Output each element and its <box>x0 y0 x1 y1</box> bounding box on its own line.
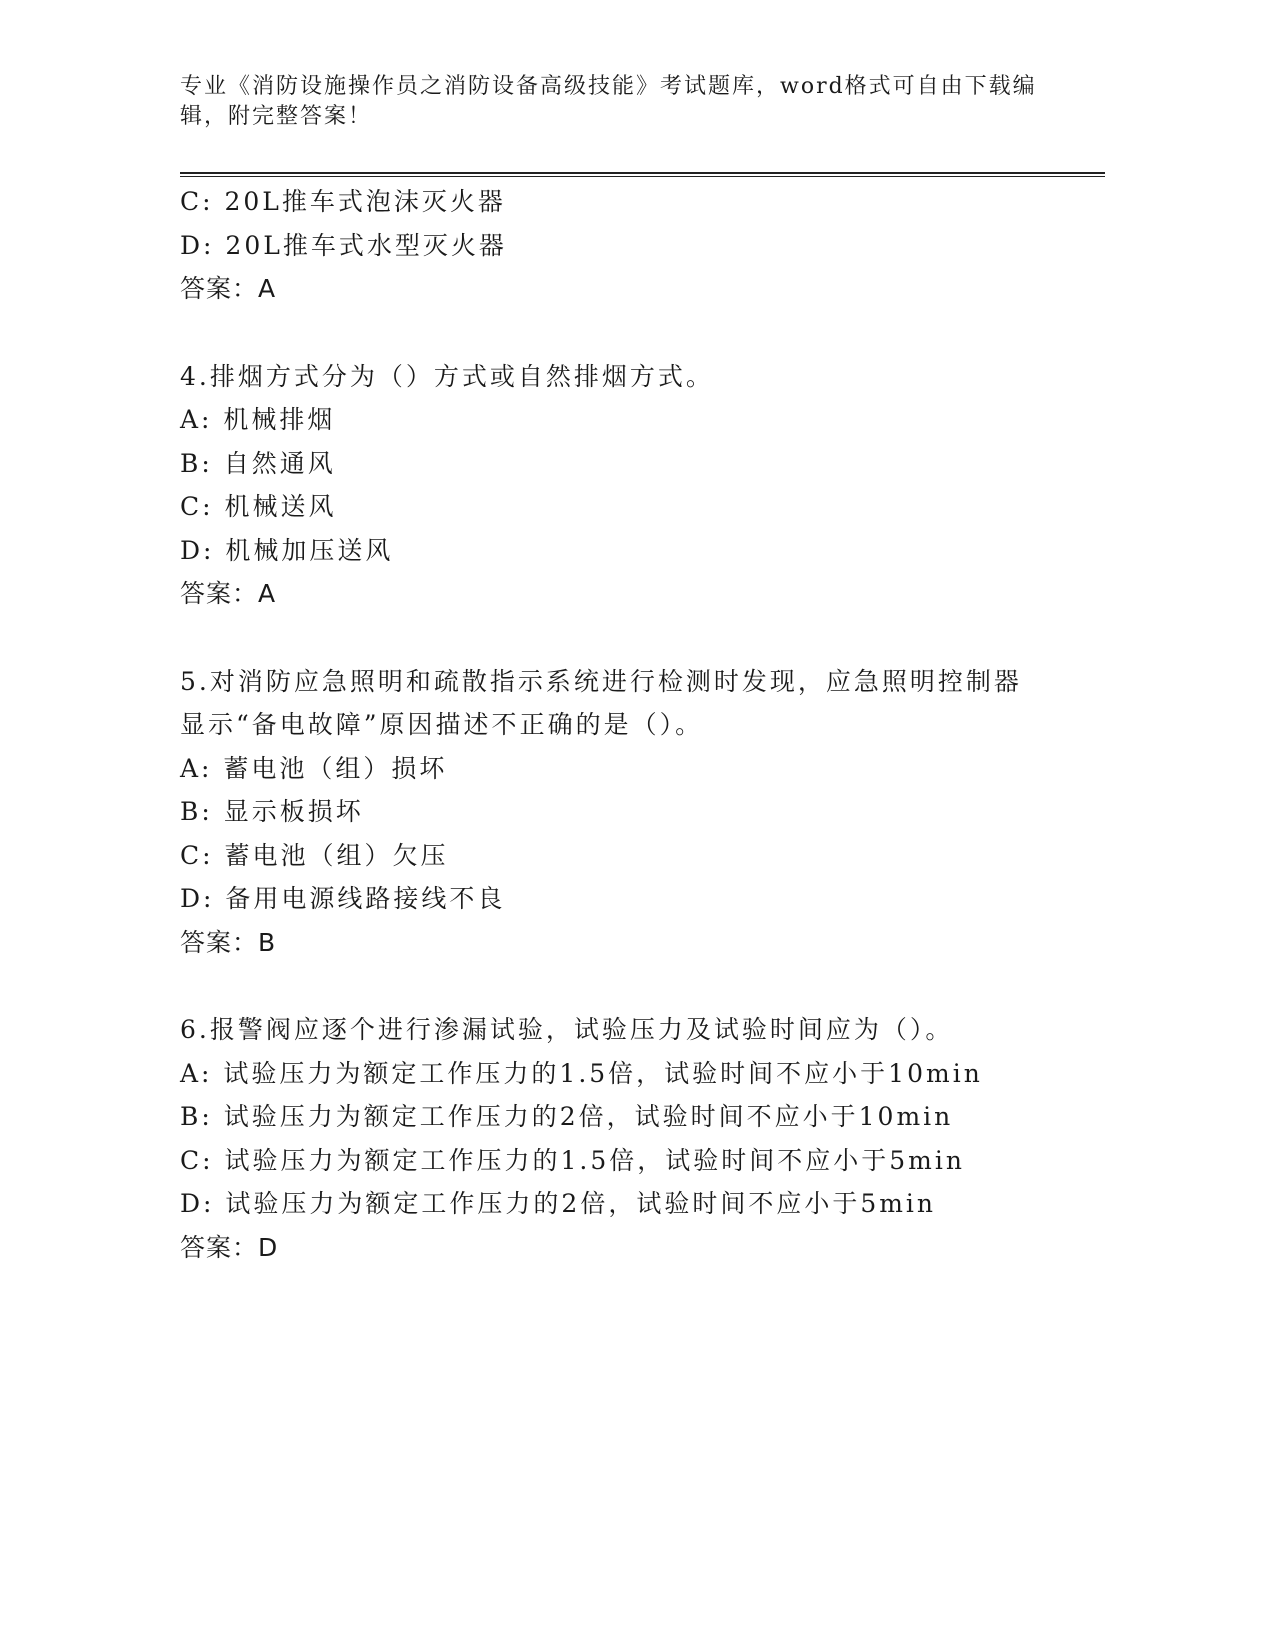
question-stem-line-2: 显示“备电故障”原因描述不正确的是（）。 <box>180 710 704 739</box>
option-c: C: 蓄电池（组）欠压 <box>180 840 449 870</box>
answer: 答案：B <box>180 927 277 957</box>
document-header: 专业《消防设施操作员之消防设备高级技能》考试题库，word格式可自由下载编辑，附完整答案！ <box>180 74 1037 129</box>
question-list <box>180 180 1105 1269</box>
header-divider-thick <box>180 172 1105 174</box>
option-c: C: 机械送风 <box>180 492 337 521</box>
question-6 <box>180 1008 1105 1269</box>
option-c: C: 20L推车式泡沫灭火器 <box>180 187 506 216</box>
option-b: B: 显示板损坏 <box>180 797 364 826</box>
option-a: A: 试验压力为额定工作压力的1.5倍，试验时间不应小于10min <box>180 1058 983 1088</box>
answer: 答案：D <box>180 1232 279 1262</box>
answer: 答案：A <box>180 579 277 608</box>
option-a: A: 蓄电池（组）损坏 <box>180 753 448 783</box>
option-d: D: 机械加压送风 <box>180 535 394 565</box>
question-stem-line-1: 5.对消防应急照明和疏散指示系统进行检测时发现，应急照明控制器 <box>180 666 1022 696</box>
option-b: B: 自然通风 <box>180 448 336 478</box>
option-a: A: 机械排烟 <box>180 405 336 434</box>
option-d: D: 20L推车式水型灭火器 <box>180 230 507 260</box>
continued-question <box>180 180 1105 311</box>
question-stem: 6.报警阀应逐个进行渗漏试验，试验压力及试验时间应为（）。 <box>180 1015 954 1044</box>
option-d: D: 备用电源线路接线不良 <box>180 884 506 913</box>
question-stem: 4.排烟方式分为（）方式或自然排烟方式。 <box>180 361 714 391</box>
option-c: C: 试验压力为额定工作压力的1.5倍，试验时间不应小于5min <box>180 1145 965 1175</box>
option-d: D: 试验压力为额定工作压力的2倍，试验时间不应小于5min <box>180 1189 937 1218</box>
question-5 <box>180 660 1105 965</box>
option-b: B: 试验压力为额定工作压力的2倍，试验时间不应小于10min <box>180 1102 954 1131</box>
header-divider-thin <box>180 176 1105 177</box>
answer: 答案：A <box>180 274 277 303</box>
question-4 <box>180 355 1105 616</box>
